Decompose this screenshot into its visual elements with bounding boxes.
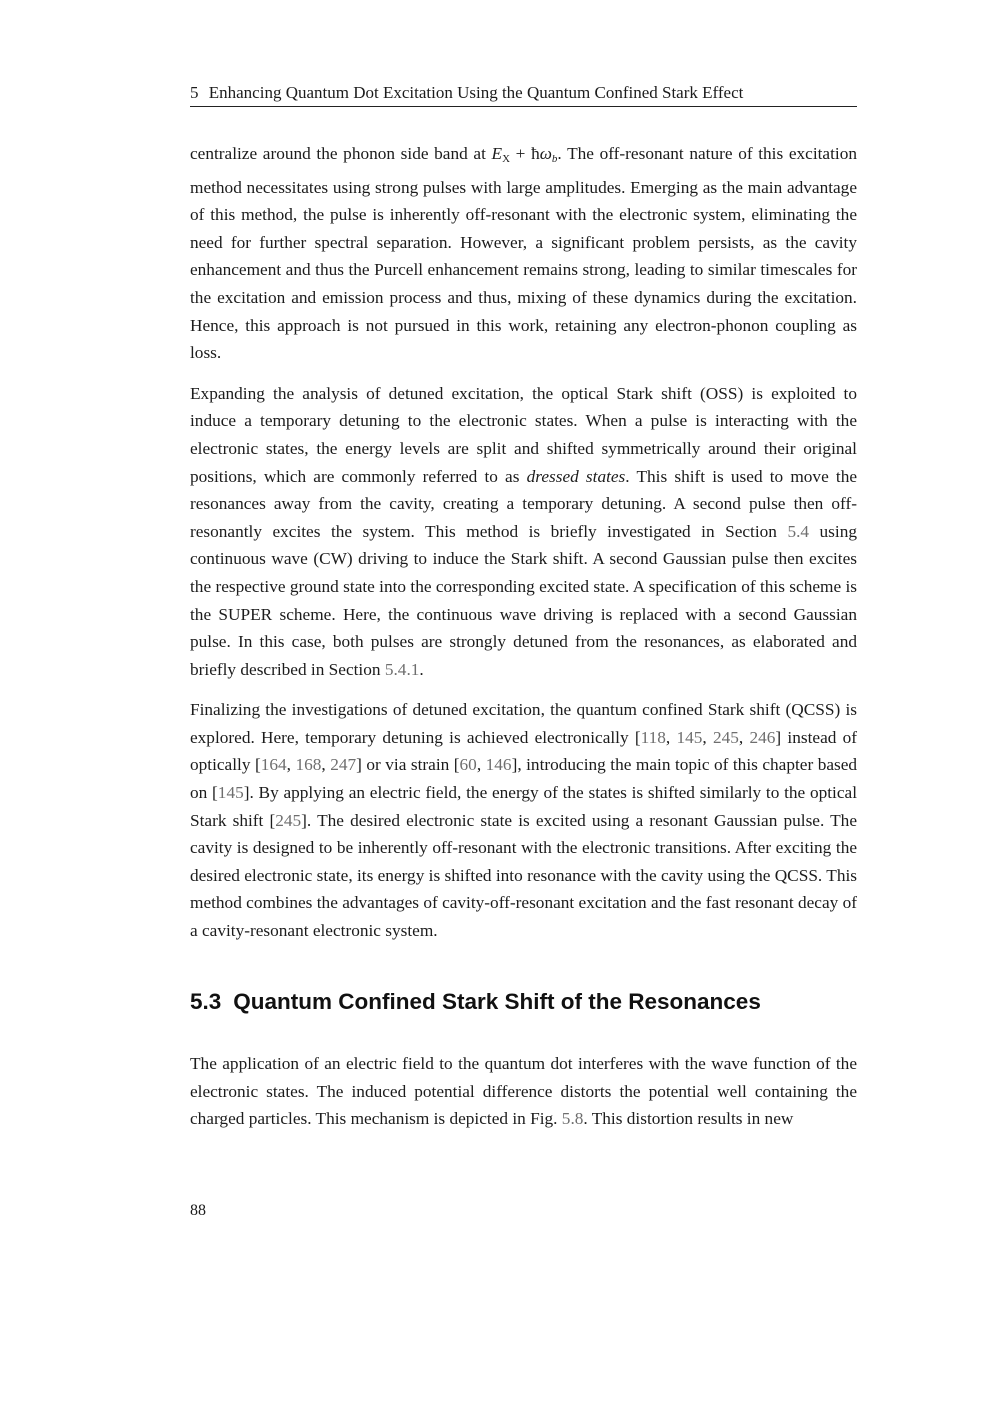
text: ] or via strain [	[356, 755, 460, 775]
paragraph-2	[190, 380, 857, 684]
math-phonon-frequency	[540, 144, 558, 163]
text: Finalizing the investigations of detuned excitation, the quantum confined Stark shift (QCSS) is explored. Here, temporary detuning is achieved electronically [	[190, 700, 857, 747]
math-subscript: X	[502, 153, 511, 165]
section-title: Quantum Confined Stark Shift of the Resonances	[233, 989, 761, 1014]
section-heading	[190, 986, 857, 1018]
citation-link[interactable]: 246	[749, 727, 776, 747]
emphasis: dressed states	[526, 466, 626, 486]
math-exciton-energy	[492, 144, 511, 163]
citation-link[interactable]: 168	[295, 755, 322, 775]
text: . This shift is used to move the resonances away from the cavity, creating a temporary detuning. A second pulse then off-resonantly excites the system. This method is briefly investigated in Section	[190, 466, 858, 541]
text: .	[419, 659, 424, 679]
text: ]. The desired electronic state is excited using a resonant Gaussian pulse. The cavity is designed to be inherently off-resonant with the electronic transitions. After exciting the desired electronic state, its energy is shifted into resonance with the cavity using the QCSS. This method combines the advantages of cavity-off-resonant excitation and the fast resonant decay of a cavity-resonant electronic system.	[190, 810, 857, 941]
text: . This distortion results in new	[583, 1109, 794, 1129]
body-text-upper	[190, 140, 857, 958]
citation-link[interactable]: 145	[217, 783, 244, 803]
chapter-title: Enhancing Quantum Dot Excitation Using the Quantum Confined Stark Effect	[208, 83, 744, 102]
math-subscript: b	[551, 153, 558, 165]
section-ref-link[interactable]: 5.4	[787, 521, 810, 541]
citation-link[interactable]: 146	[485, 755, 512, 775]
text: ], introducing the main topic of this chapter based on [	[190, 755, 858, 803]
math-operator: + ħ	[510, 144, 540, 163]
text: . The off-resonant nature of this excitation method necessitates using strong pulses with large amplitudes. Emerging as the main advantage of this method, the pulse is inherently off-resonant with the electronic system, eliminating the need for further spectral separation. However, a significant problem persists, as the cavity enhancement and thus the Purcell enhancement remains strong, leading to similar timescales for the excitation and emission process and thus, mixing of these dynamics during the excitation. Hence, this approach is not pursued in this work, retaining any electron-phonon coupling as loss.	[190, 144, 857, 363]
math-symbol: E	[491, 144, 503, 163]
citation-link[interactable]: 164	[260, 755, 287, 775]
body-text-lower	[190, 1050, 857, 1146]
text: The application of an electric field to the quantum dot interferes with the wave function of the electronic states. The induced potential difference distorts the potential well containing the charged particles. This mechanism is depicted in Fig.	[190, 1054, 857, 1129]
paragraph-4	[190, 1050, 857, 1133]
citation-link[interactable]: 247	[330, 755, 357, 775]
paragraph-1	[190, 140, 857, 367]
running-header	[190, 82, 857, 107]
chapter-number: 5	[190, 83, 199, 102]
citation-link[interactable]: 245	[713, 727, 739, 747]
citation-link[interactable]: 60	[459, 755, 477, 775]
figure-ref-link[interactable]: 5.8	[561, 1109, 584, 1129]
text: centralize around the phonon side band at	[190, 144, 492, 163]
text: ] instead of optically [	[190, 727, 858, 775]
citation-link[interactable]: 245	[275, 810, 302, 830]
text: using continuous wave (CW) driving to induce the Stark shift. A second Gaussian pulse then excites the respective ground state into the corresponding excited state. A specification of this scheme is the SUPER scheme. Here, the continuous wave driving is replaced with a second Gaussian pulse. In this case, both pulses are strongly detuned from the resonances, as elaborated and briefly described in Section	[190, 521, 857, 679]
text: Expanding the analysis of detuned excitation, the optical Stark shift (OSS) is exploited to induce a temporary detuning to the electronic states. When a pulse is interacting with the electronic states, the energy levels are split and shifted symmetrically around their original positions, which are commonly referred to as	[190, 383, 857, 486]
section-ref-link[interactable]: 5.4.1	[384, 659, 420, 679]
section-number: 5.3	[190, 989, 222, 1014]
citation-link[interactable]: 118	[640, 727, 666, 747]
paragraph-3: Finalizing the investigations of detuned excitation, the quantum confined Stark shift (QCSS) is explored. Here, temporary detuning is achieved electronically [118, 145, 245, 246] instead of optically [164, 168, 247] or via strain [60, 146], introducing the main topic of this chapter based on [145]. By applying an electric field, the energy of the states is shifted similarly to the optical Stark shift [245]. The desired electronic state is excited using a resonant Gaussian pulse. The cavity is designed to be inherently off-resonant with the electronic transitions. After exciting the desired electronic state, its energy is shifted into resonance with the cavity using the QCSS. This method combines the advantages of cavity-off-resonant excitation and the fast resonant decay of a cavity-resonant electronic system.	[190, 700, 858, 941]
math-symbol: ω	[539, 144, 552, 163]
citation-link[interactable]: 145	[676, 727, 703, 747]
text: ]. By applying an electric field, the energy of the states is shifted similarly to the optical Stark shift [	[190, 783, 857, 830]
page-number: 88	[190, 1202, 206, 1219]
